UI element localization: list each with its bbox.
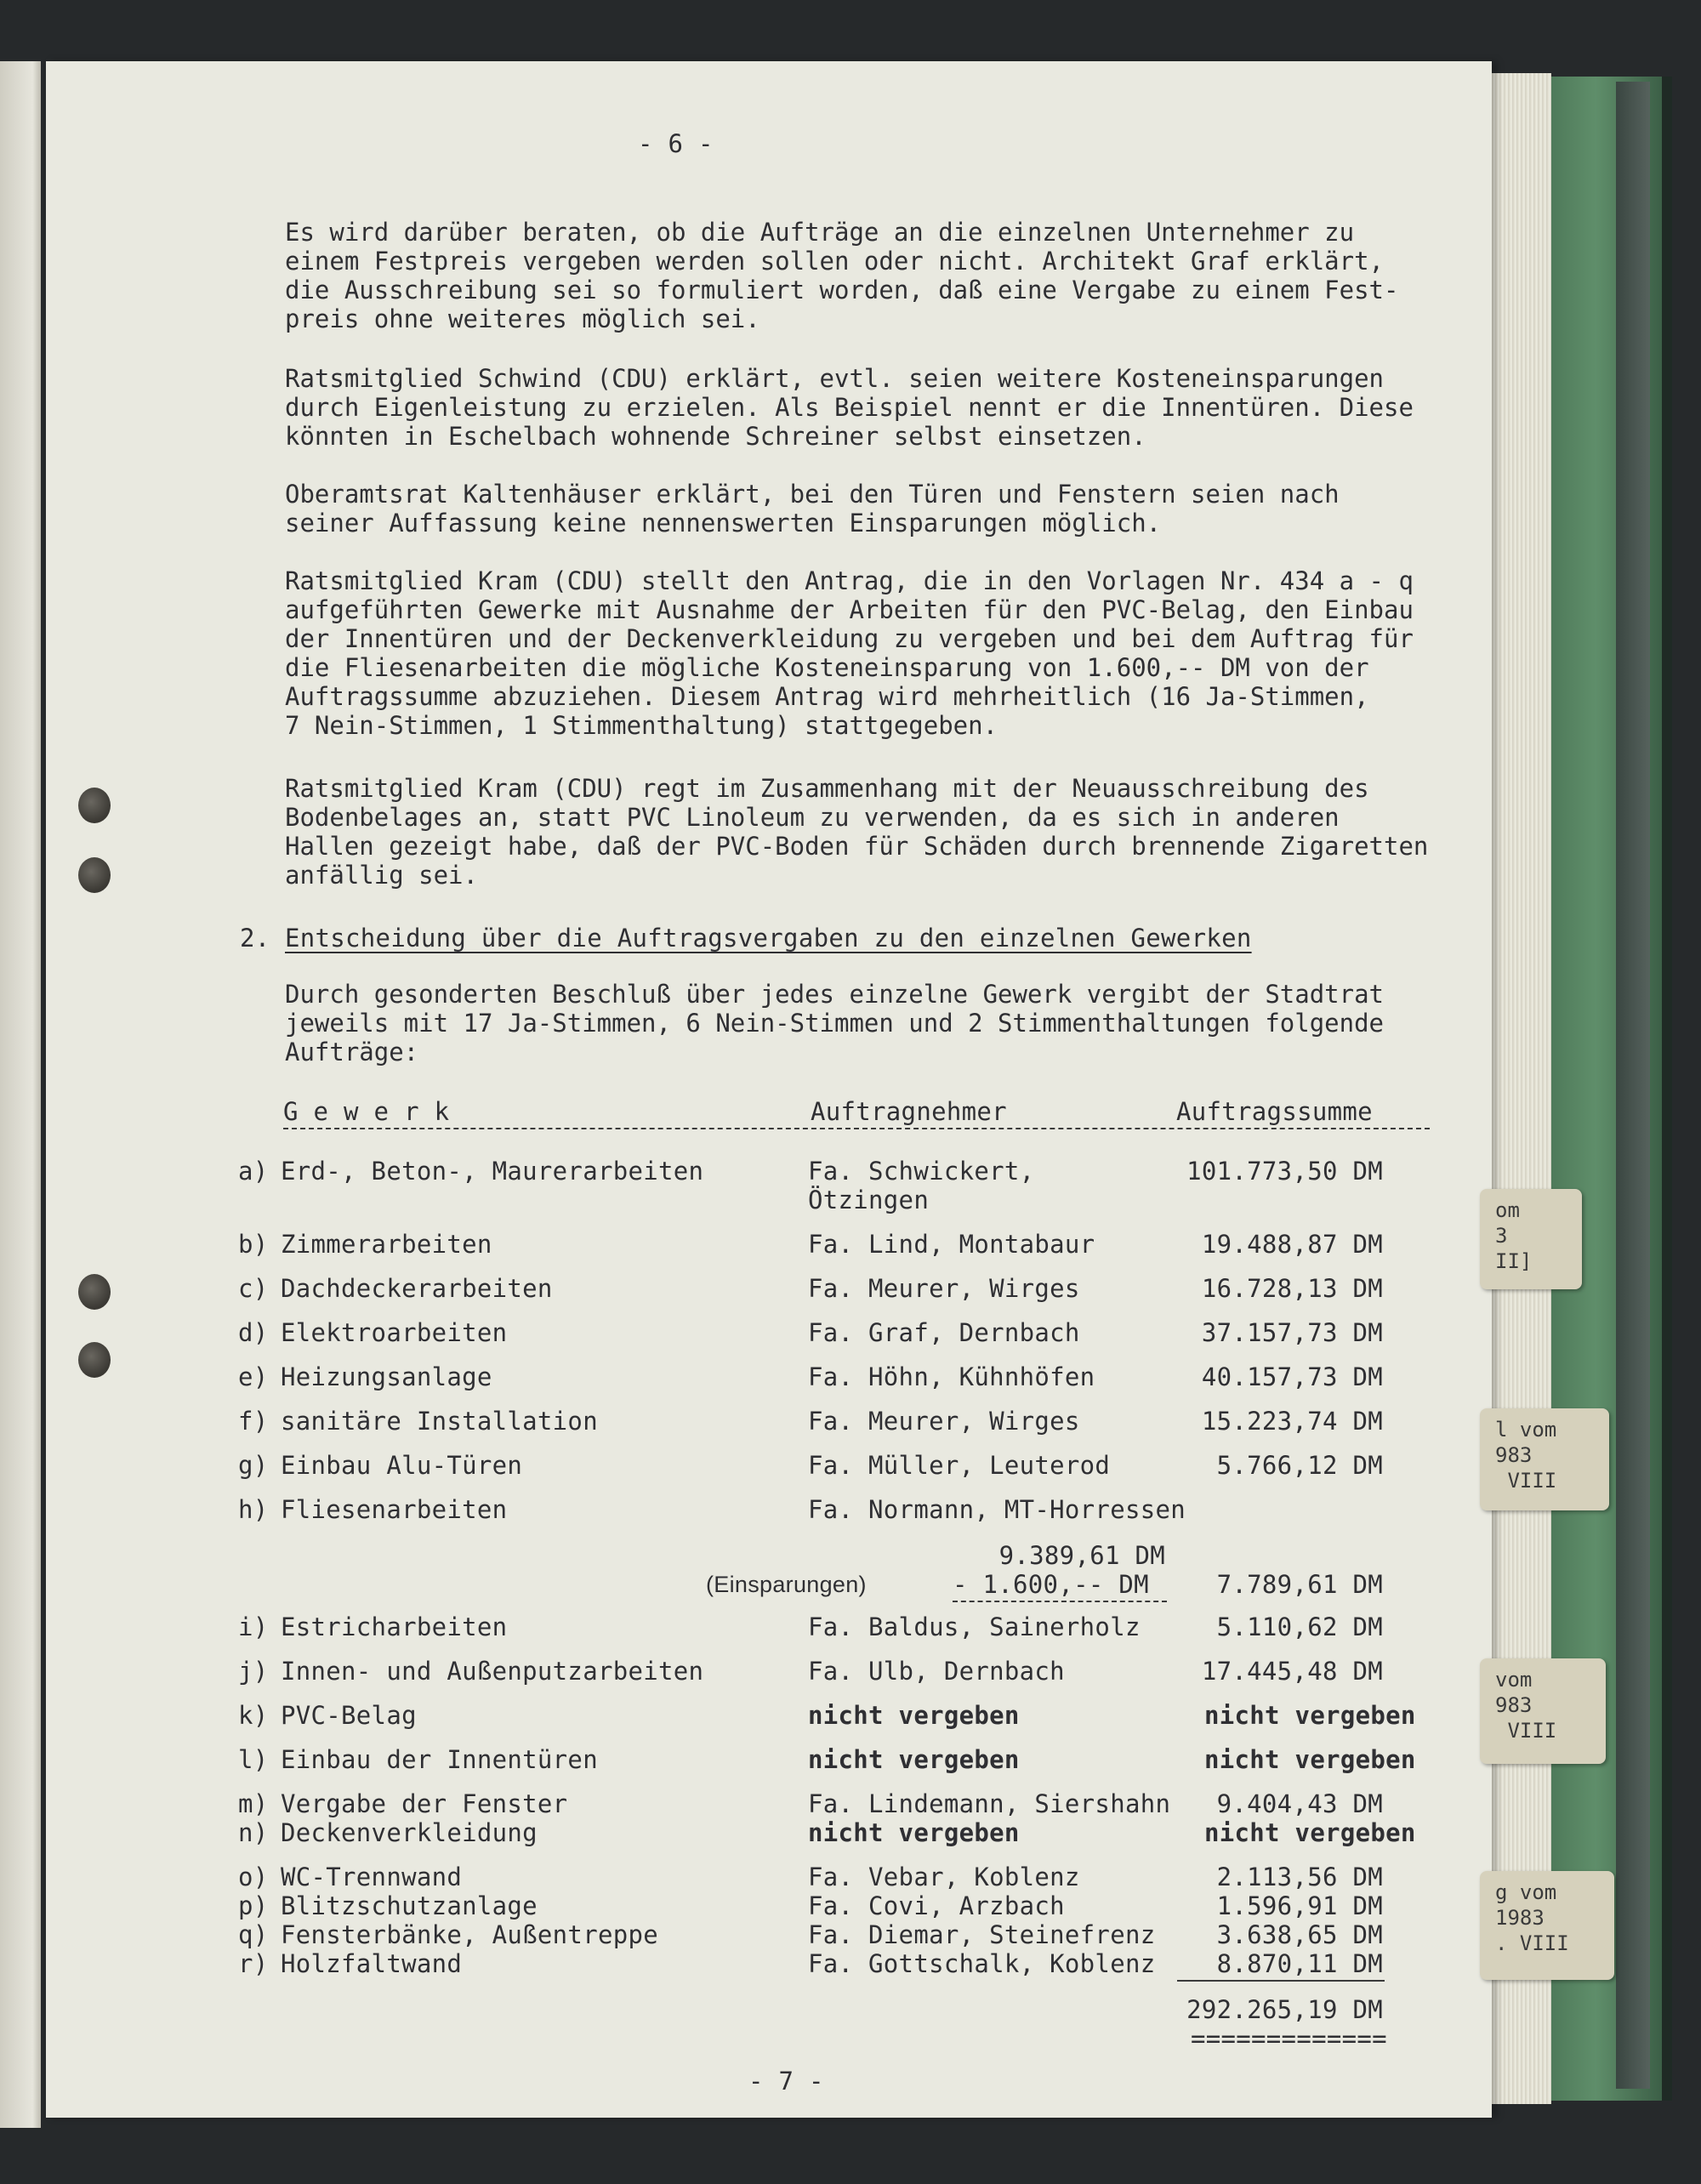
row-gewerk: Deckenverkleidung <box>281 1818 538 1847</box>
row-summe: 16.728,13 DM <box>1201 1274 1383 1303</box>
row-firma: Fa. Meurer, Wirges <box>808 1407 1080 1436</box>
row-firma: Fa. Schwickert, Ötzingen <box>808 1157 1035 1214</box>
row-firma: Fa. Lind, Montabaur <box>808 1230 1095 1259</box>
row-firma: Fa. Meurer, Wirges <box>808 1274 1080 1303</box>
row-firma: Fa. Gottschalk, Koblenz <box>808 1949 1156 1978</box>
fliesen-net: 7.789,61 DM <box>1216 1570 1383 1599</box>
row-id: e) <box>238 1362 269 1391</box>
row-summe: 37.157,73 DM <box>1201 1318 1383 1347</box>
row-gewerk: Vergabe der Fenster <box>281 1789 568 1818</box>
row-summe: 9.404,43 DM <box>1216 1789 1383 1818</box>
header-underline <box>283 1128 1430 1129</box>
row-gewerk: Blitzschutzanlage <box>281 1891 538 1920</box>
row-summe: 5.110,62 DM <box>1216 1612 1383 1641</box>
section-number: 2. <box>240 924 270 953</box>
fliesen-gross: 9.389,61 DM <box>998 1541 1165 1570</box>
row-summe: 8.870,11 DM <box>1216 1949 1383 1978</box>
row-gewerk: Elektroarbeiten <box>281 1318 508 1347</box>
paragraph-kaltenhaeuser: Oberamtsrat Kaltenhäuser erklärt, bei den Türen und Fenstern seien nach seiner Auffassung keine nennenswerten Einsparungen möglich. <box>285 480 1340 537</box>
row-firma: nicht vergeben <box>808 1701 1020 1730</box>
row-firma: nicht vergeben <box>808 1818 1020 1847</box>
row-summe: nicht vergeben <box>1204 1818 1416 1847</box>
index-tab[interactable]: l vom 983 VIII <box>1480 1408 1609 1510</box>
left-page-edge <box>0 61 41 2128</box>
stacked-page-edges <box>1492 73 1551 2104</box>
row-id: i) <box>238 1612 269 1641</box>
column-header-auftragnehmer: Auftragnehmer <box>811 1097 1007 1126</box>
row-id: k) <box>238 1701 269 1730</box>
row-gewerk: Heizungsanlage <box>281 1362 492 1391</box>
row-summe: nicht vergeben <box>1204 1745 1416 1774</box>
row-id: o) <box>238 1863 269 1891</box>
row-summe: 101.773,50 DM <box>1186 1157 1383 1186</box>
row-gewerk: Fensterbänke, Außentreppe <box>281 1920 658 1949</box>
paragraph-kram-linoleum: Ratsmitglied Kram (CDU) regt im Zusammenhang mit der Neuausschreibung des Bodenbelages an, statt PVC Linoleum zu verwenden, da es sich in anderen Hallen gezeigt habe, daß der PVC-Boden für Schäden durch brennende Zigaretten anfällig sei. <box>285 774 1429 890</box>
row-summe: 40.157,73 DM <box>1201 1362 1383 1391</box>
index-tab[interactable]: om 3 II] <box>1480 1189 1582 1289</box>
binder-spine <box>1616 82 1650 2089</box>
row-gewerk: WC-Trennwand <box>281 1863 463 1891</box>
paragraph-schwind: Ratsmitglied Schwind (CDU) erklärt, evtl. seien weitere Kosteneinsparungen durch Eigenleistung zu erzielen. Als Beispiel nennt er die Innentüren. Diese könnten in Eschelbach wohnende Schreiner selbst einsetzen. <box>285 364 1414 451</box>
row-id: d) <box>238 1318 269 1347</box>
row-gewerk: Holzfaltwand <box>281 1949 463 1978</box>
row-summe: 17.445,48 DM <box>1201 1657 1383 1686</box>
row-id: j) <box>238 1657 269 1686</box>
row-firma: Fa. Covi, Arzbach <box>808 1891 1065 1920</box>
row-firma: Fa. Lindemann, Siershahn <box>808 1789 1171 1818</box>
punch-hole <box>78 788 111 823</box>
row-gewerk: Innen- und Außenputzarbeiten <box>281 1657 704 1686</box>
index-tab[interactable]: vom 983 VIII <box>1480 1658 1606 1764</box>
row-firma: Fa. Normann, MT-Horressen <box>808 1495 1186 1524</box>
grand-total-double-rule: ============= <box>1191 2024 1387 2053</box>
row-firma: Fa. Diemar, Steinefrenz <box>808 1920 1156 1949</box>
row-id: h) <box>238 1495 269 1524</box>
row-gewerk: Dachdeckerarbeiten <box>281 1274 553 1303</box>
punch-hole <box>78 1342 111 1378</box>
row-gewerk: PVC-Belag <box>281 1701 417 1730</box>
row-summe: 19.488,87 DM <box>1201 1230 1383 1259</box>
row-firma: Fa. Müller, Leuterod <box>808 1451 1111 1480</box>
row-summe: nicht vergeben <box>1204 1701 1416 1730</box>
row-gewerk: Erd-, Beton-, Maurerarbeiten <box>281 1157 704 1186</box>
page-number-top: - 6 - <box>638 129 714 158</box>
row-summe: 2.113,56 DM <box>1216 1863 1383 1891</box>
row-id: p) <box>238 1891 269 1920</box>
row-gewerk: Einbau der Innentüren <box>281 1745 598 1774</box>
section-heading: Entscheidung über die Auftragsvergaben zu den einzelnen Gewerken <box>285 924 1252 953</box>
binder-cover <box>1551 77 1672 2101</box>
row-summe: 15.223,74 DM <box>1201 1407 1383 1436</box>
page-number-bottom: - 7 - <box>748 2067 824 2096</box>
row-summe: 1.596,91 DM <box>1216 1891 1383 1920</box>
column-header-gewerk: G e w e r k <box>283 1097 450 1126</box>
row-gewerk: sanitäre Installation <box>281 1407 598 1436</box>
index-tab[interactable]: g vom 1983 . VIII <box>1480 1871 1614 1980</box>
row-id: r) <box>238 1949 269 1978</box>
row-firma: Fa. Höhn, Kühnhöfen <box>808 1362 1095 1391</box>
fliesen-minus: - 1.600,-- DM <box>953 1570 1149 1599</box>
column-header-auftragssumme: Auftragssumme <box>1176 1097 1373 1126</box>
row-id: n) <box>238 1818 269 1847</box>
row-id: m) <box>238 1789 269 1818</box>
row-id: g) <box>238 1451 269 1480</box>
row-summe: 3.638,65 DM <box>1216 1920 1383 1949</box>
fliesen-underline <box>953 1601 1167 1602</box>
row-gewerk: Fliesenarbeiten <box>281 1495 508 1524</box>
paragraph-festpreis: Es wird darüber beraten, ob die Aufträge an die einzelnen Unternehmer zu einem Festpreis vergeben werden sollen oder nicht. Architekt Graf erklärt, die Ausschreibung sei so formuliert worden, daß eine Vergabe zu einem Fest- preis ohne weiteres möglich sei. <box>285 218 1399 333</box>
fliesen-einsparungen-label: (Einsparungen) <box>706 1572 867 1597</box>
row-gewerk: Zimmerarbeiten <box>281 1230 492 1259</box>
sum-rule <box>1177 1980 1385 1982</box>
grand-total: 292.265,19 DM <box>1186 1995 1383 2024</box>
row-summe: 5.766,12 DM <box>1216 1451 1383 1480</box>
row-firma: Fa. Vebar, Koblenz <box>808 1863 1080 1891</box>
row-firma: Fa. Baldus, Sainerholz <box>808 1612 1141 1641</box>
row-id: a) <box>238 1157 269 1186</box>
row-firma: Fa. Graf, Dernbach <box>808 1318 1080 1347</box>
row-firma: nicht vergeben <box>808 1745 1020 1774</box>
punch-hole <box>78 857 111 893</box>
paragraph-kram-antrag: Ratsmitglied Kram (CDU) stellt den Antrag, die in den Vorlagen Nr. 434 a - q aufgeführten Gewerke mit Ausnahme der Arbeiten für den PVC-Belag, den Einbau der Innentüren und der Deckenverkleidung zu vergeben und bei dem Auftrag für die Fliesenarbeiten die mögliche Kosteneinsparung von 1.600,-- DM von der Auftragssumme abzuziehen. Diesem Antrag wird mehrheitlich (16 Ja-Stimmen, 7 Nein-Stimmen, 1 Stimmenthaltung) stattgegeben. <box>285 566 1414 740</box>
row-id: q) <box>238 1920 269 1949</box>
row-gewerk: Einbau Alu-Türen <box>281 1451 523 1480</box>
section-intro: Durch gesonderten Beschluß über jedes einzelne Gewerk vergibt der Stadtrat jeweils mit 17 Ja-Stimmen, 6 Nein-Stimmen und 2 Stimmenthaltungen folgende Aufträge: <box>285 980 1385 1066</box>
row-id: b) <box>238 1230 269 1259</box>
row-id: l) <box>238 1745 269 1774</box>
row-id: c) <box>238 1274 269 1303</box>
row-id: f) <box>238 1407 269 1436</box>
row-firma: Fa. Ulb, Dernbach <box>808 1657 1065 1686</box>
row-gewerk: Estricharbeiten <box>281 1612 508 1641</box>
punch-hole <box>78 1274 111 1310</box>
